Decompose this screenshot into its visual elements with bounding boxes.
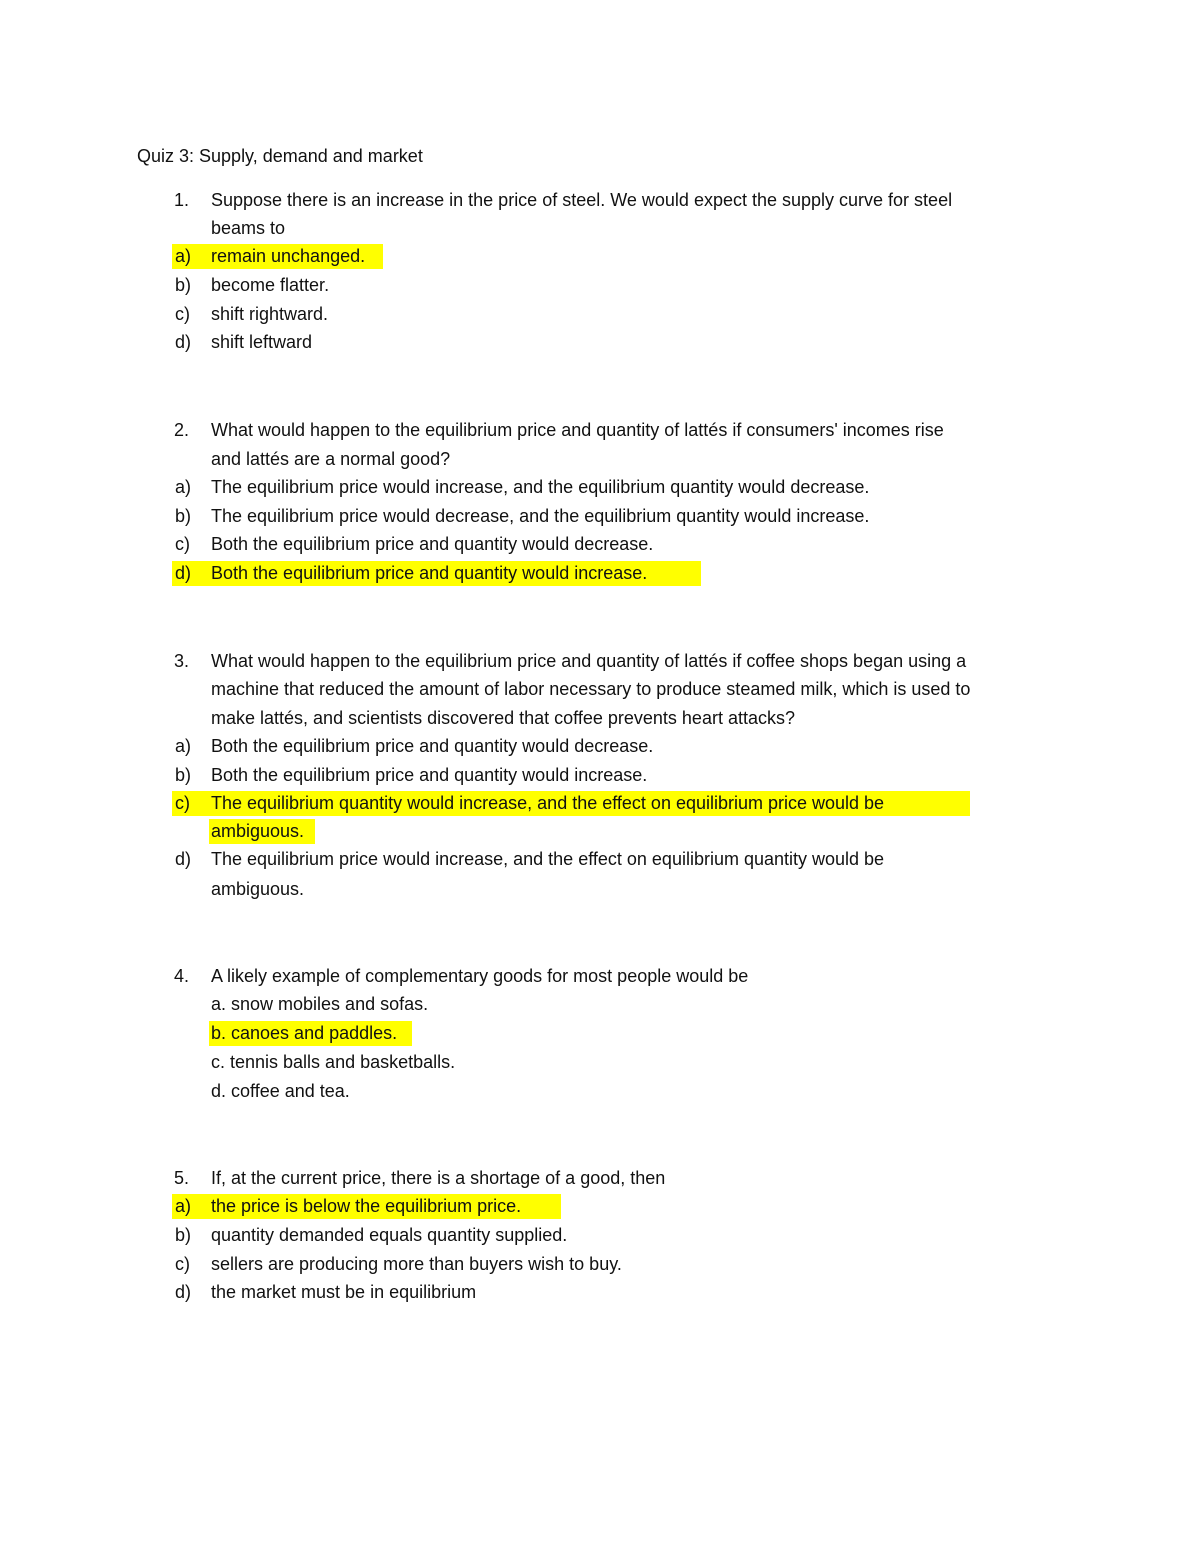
question-2-option-a-label: a) [175,477,192,497]
question-3-text-line-3: make lattés, and scientists discovered that coffee prevents heart attacks? [211,708,795,728]
question-1-option-a-label: a) [175,246,192,266]
question-5-option-b-text: quantity demanded equals quantity supplied. [211,1225,568,1245]
question-5-number: 5. [174,1168,190,1188]
question-1-number: 1. [174,190,190,210]
question-3-number: 3. [174,651,190,671]
question-3-option-d-label: d) [175,849,192,869]
question-3-option-c-text-line-2: ambiguous. [211,821,305,841]
question-1-option-b-text: become flatter. [211,275,330,295]
question-4-option-c-text: c. tennis balls and basketballs. [211,1052,456,1072]
question-5-option-d-label: d) [175,1282,192,1302]
question-3-option-b-text: Both the equilibrium price and quantity would increase. [211,765,648,785]
question-3-option-c-text-line-1: The equilibrium quantity would increase, and the effect on equilibrium price would be [211,793,885,813]
question-3-option-d-text-line-1: The equilibrium price would increase, and the effect on equilibrium quantity would be [211,849,885,869]
question-3-text-line-1: What would happen to the equilibrium price and quantity of lattés if coffee shops began using a [211,651,967,671]
question-1-option-c-label: c) [175,304,190,324]
question-1-text-line-1: Suppose there is an increase in the price of steel. We would expect the supply curve for steel [211,190,953,210]
question-2-option-d-text: Both the equilibrium price and quantity would increase. [211,563,648,583]
question-3-option-b-label: b) [175,765,192,785]
question-5-option-d-text: the market must be in equilibrium [211,1282,477,1302]
question-2-option-b-label: b) [175,506,192,526]
question-3-option-d-text-line-2: ambiguous. [211,879,305,899]
question-1-text-line-2: beams to [211,218,286,238]
question-1-option-d-text: shift leftward [211,332,313,352]
question-2-number: 2. [174,420,190,440]
quiz-title: Quiz 3: Supply, demand and market [137,146,423,166]
question-4-option-d-text: d. coffee and tea. [211,1081,350,1101]
question-2-option-c-text: Both the equilibrium price and quantity would decrease. [211,534,654,554]
question-2-option-b-text: The equilibrium price would decrease, and the equilibrium quantity would increase. [211,506,870,526]
question-2-text-line-2: and lattés are a normal good? [211,449,451,469]
question-2-text-line-1: What would happen to the equilibrium price and quantity of lattés if consumers' incomes rise [211,420,944,440]
question-2-option-d-label: d) [175,563,192,583]
question-4-number: 4. [174,966,190,986]
question-5-text-line-1: If, at the current price, there is a shortage of a good, then [211,1168,666,1188]
question-1-option-a-text: remain unchanged. [211,246,366,266]
question-5-option-c-label: c) [175,1254,190,1274]
question-3-text-line-2: machine that reduced the amount of labor necessary to produce steamed milk, which is used to [211,679,971,699]
question-4-option-b-text: b. canoes and paddles. [211,1023,398,1043]
question-5-option-b-label: b) [175,1225,192,1245]
question-1-option-c-text: shift rightward. [211,304,329,324]
question-4-option-a-text: a. snow mobiles and sofas. [211,994,429,1014]
question-5-option-a-label: a) [175,1196,192,1216]
question-3-option-c-label: c) [175,793,190,813]
question-5-option-c-text: sellers are producing more than buyers wish to buy. [211,1254,622,1274]
question-3-option-a-text: Both the equilibrium price and quantity would decrease. [211,736,654,756]
question-1-option-b-label: b) [175,275,192,295]
question-5-option-a-text: the price is below the equilibrium price. [211,1196,522,1216]
question-3-option-a-label: a) [175,736,192,756]
question-2-option-c-label: c) [175,534,190,554]
question-1-option-d-label: d) [175,332,192,352]
question-2-option-a-text: The equilibrium price would increase, and the equilibrium quantity would decrease. [211,477,870,497]
question-4-text-line-1: A likely example of complementary goods for most people would be [211,966,749,986]
